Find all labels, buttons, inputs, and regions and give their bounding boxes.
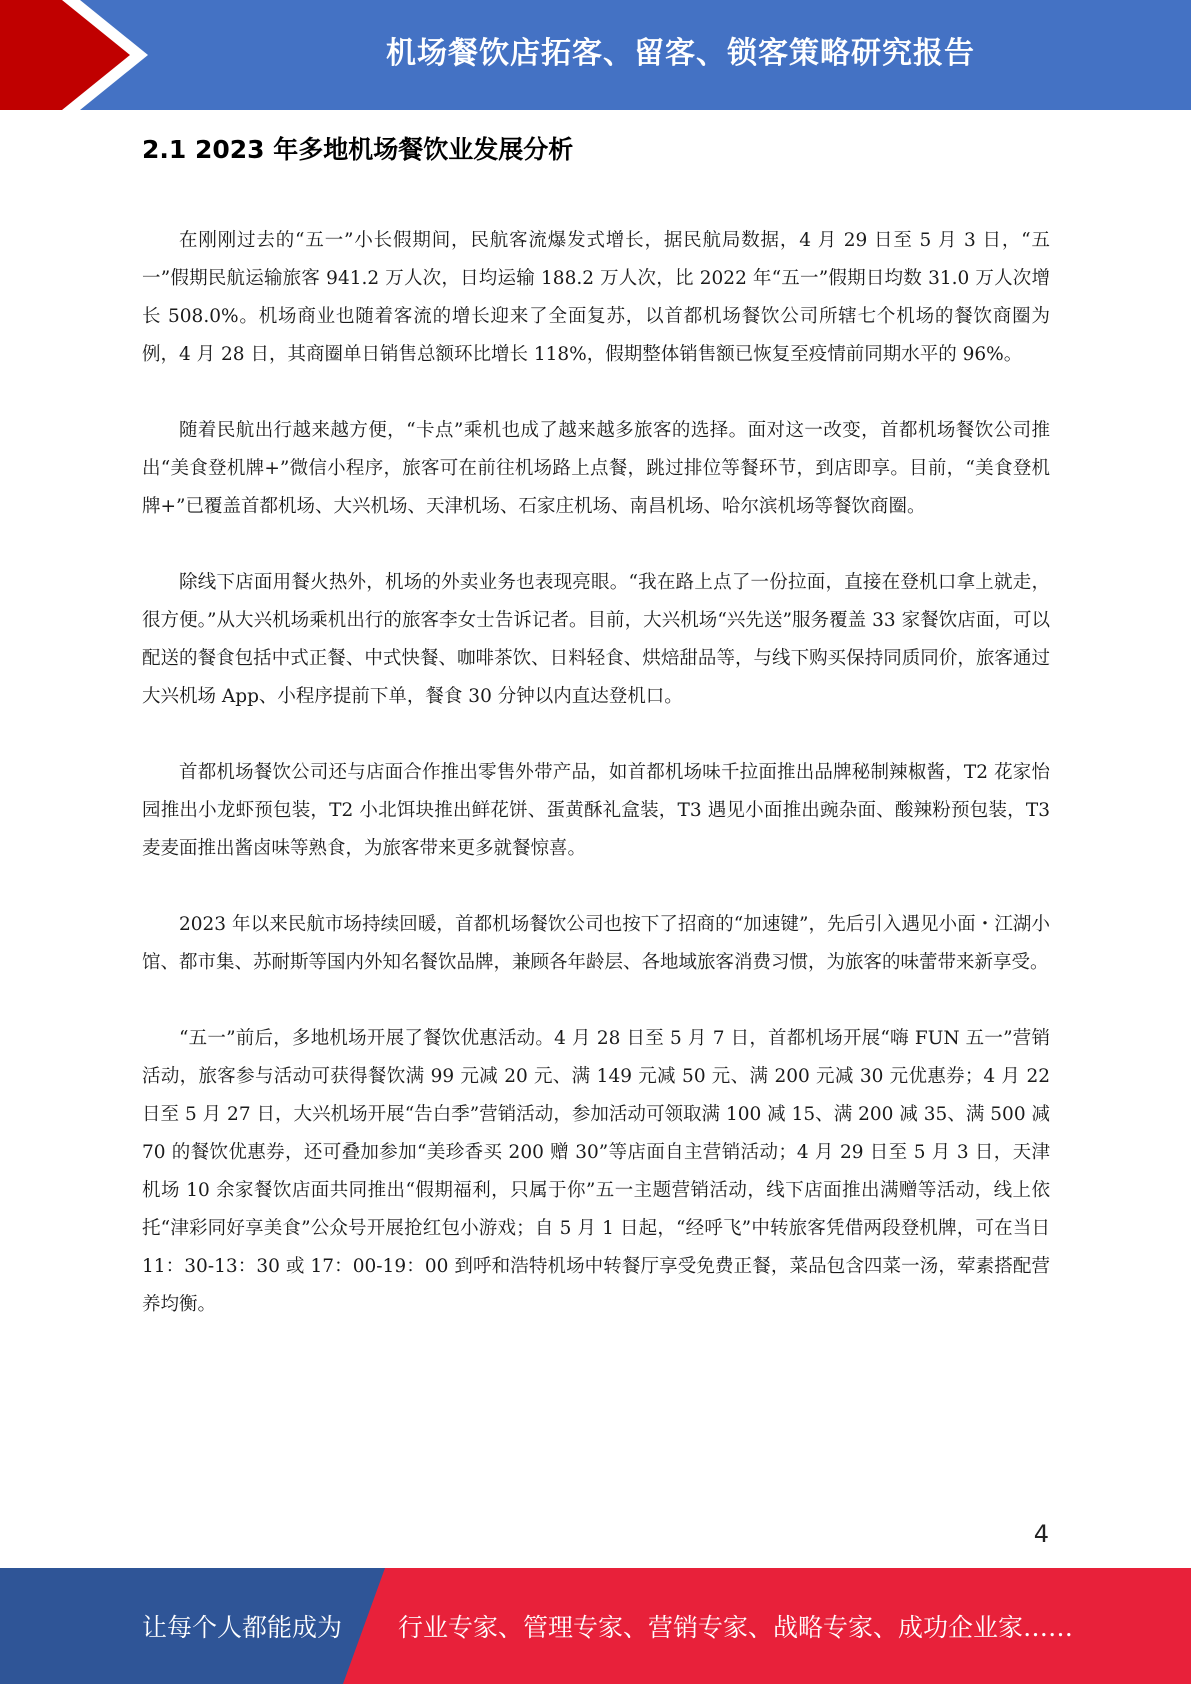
paragraph-2: 随着民航出行越来越方便，“卡点”乘机也成了越来越多旅客的选择。面对这一改变，首都机场餐饮公司推出“美食登机牌+”微信小程序，旅客可在前往机场路上点餐，跳过排位等餐环节，到店即享。目前，“美食登机牌+”已覆盖首都机场、大兴机场、天津机场、石家庄机场、南昌机场、哈尔滨机场等餐饮商圈。 — [142, 420, 1050, 517]
page-number: 4 — [1033, 1520, 1049, 1548]
section-heading: 2.1 2023 年多地机场餐饮业发展分析 — [142, 135, 574, 164]
page-header — [0, 0, 1191, 110]
page-footer — [0, 1568, 1191, 1684]
footer-slogan-right: 行业专家、管理专家、营销专家、战略专家、成功企业家…… — [398, 1613, 1074, 1642]
paragraph-1: 在刚刚过去的“五一”小长假期间，民航客流爆发式增长，据民航局数据，4 月 29 日至 5 月 3 日，“五一”假期民航运输旅客 941.2 万人次，日均运输 188.2 万人次，比 2022 年“五一”假期日均数 31.0 万人次增长 508.0%。机场商业也随着客流的增长迎来了全面复苏，以首都机场餐饮公司所辖七个机场的餐饮商圈为例，4 月 28 日，其商圈单日销售总额环比增长 118%，假期整体销售额已恢复至疫情前同期水平的 96%。 — [142, 230, 1050, 365]
body-text — [142, 222, 1050, 1362]
paragraph-6: “五一”前后，多地机场开展了餐饮优惠活动。4 月 28 日至 5 月 7 日，首都机场开展“嗨 FUN 五一”营销活动，旅客参与活动可获得餐饮满 99 元减 20 元、满 149 元减 50 元、满 200 元减 30 元优惠券；4 月 22 日至 5 月 27 日，大兴机场开展“告白季”营销活动，参加活动可领取满 100 减 15、满 200 减 35、满 500 减 70 的餐饮优惠券，还可叠加参加“美珍香买 200 赠 30”等店面自主营销活动；4 月 29 日至 5 月 3 日，天津机场 10 余家餐饮店面共同推出“假期福利，只属于你”五一主题营销活动，线下店面推出满赠等活动，线上依托“津彩同好享美食”公众号开展抢红包小游戏；自 5 月 1 日起，“经呼飞”中转旅客凭借两段登机牌，可在当日 11：30-13：30 或 17：00-19：00 到呼和浩特机场中转餐厅享受免费正餐，菜品包含四菜一汤，荤素搭配营养均衡。 — [142, 1028, 1050, 1315]
paragraph-3: 除线下店面用餐火热外，机场的外卖业务也表现亮眼。“我在路上点了一份拉面，直接在登机口拿上就走，很方便。”从大兴机场乘机出行的旅客李女士告诉记者。目前，大兴机场“兴先送”服务覆盖 33 家餐饮店面，可以配送的餐食包括中式正餐、中式快餐、咖啡茶饮、日料轻食、烘焙甜品等，与线下购买保持同质同价，旅客通过大兴机场 App、小程序提前下单，餐食 30 分钟以内直达登机口。 — [142, 572, 1050, 707]
footer-slogan-left: 让每个人都能成为 — [142, 1613, 343, 1642]
paragraph-5: 2023 年以来民航市场持续回暖，首都机场餐饮公司也按下了招商的“加速键”，先后引入遇见小面・江湖小馆、都市集、苏耐斯等国内外知名餐饮品牌，兼顾各年龄层、各地域旅客消费习惯，为旅客的味蕾带来新享受。 — [142, 914, 1050, 973]
report-title: 机场餐饮店拓客、留客、锁客策略研究报告 — [386, 36, 975, 71]
header-chevron-icon — [0, 0, 160, 110]
paragraph-4: 首都机场餐饮公司还与店面合作推出零售外带产品，如首都机场味千拉面推出品牌秘制辣椒酱，T2 花家怡园推出小龙虾预包装，T2 小北饵块推出鲜花饼、蛋黄酥礼盒装，T3 遇见小面推出豌杂面、酸辣粉预包装，T3 麦麦面推出酱卤味等熟食，为旅客带来更多就餐惊喜。 — [142, 762, 1050, 859]
